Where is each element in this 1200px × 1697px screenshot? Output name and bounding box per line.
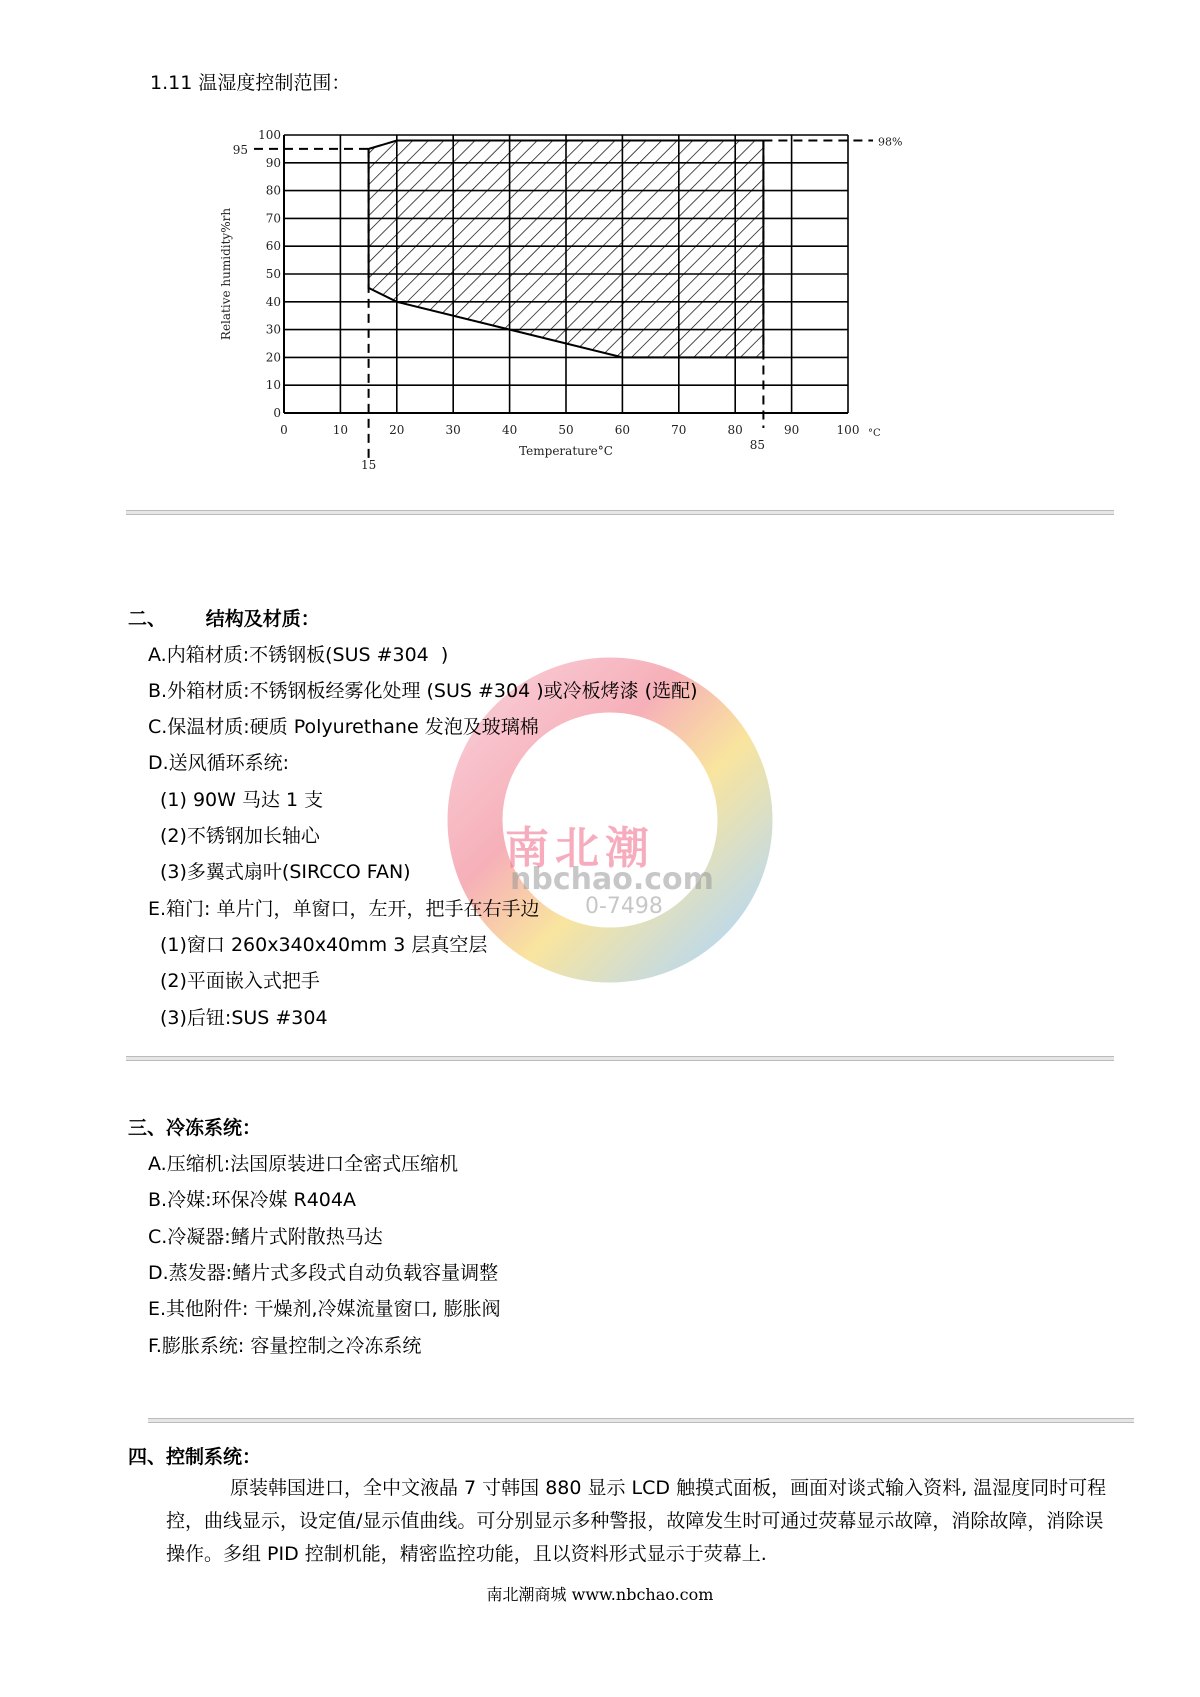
x-tick-label: 0 bbox=[280, 423, 288, 437]
divider bbox=[126, 1056, 1114, 1061]
list-item: D.蒸发器:鳍片式多段式自动负载容量调整 bbox=[148, 1262, 499, 1284]
section-4-title: 四、控制系统： bbox=[128, 1446, 262, 1468]
y-axis-label: Relative humidity%rh bbox=[219, 207, 233, 341]
y-tick-label: 0 bbox=[273, 406, 281, 420]
list-item: B.外箱材质:不锈钢板经雾化处理 (SUS #304 )或冷板烤漆 (选配) bbox=[148, 680, 698, 702]
x-unit-label: °C bbox=[868, 428, 881, 439]
list-item: (1)窗口 260x340x40mm 3 层真空层 bbox=[160, 934, 488, 956]
x-axis-label: Temperature°C bbox=[519, 444, 613, 458]
list-item: E.其他附件: 干燥剂,冷媒流量窗口, 膨胀阀 bbox=[148, 1298, 501, 1320]
list-item: F.膨胀系统: 容量控制之冷冻系统 bbox=[148, 1335, 422, 1357]
annotation-85: 85 bbox=[749, 438, 766, 452]
y-tick-label: 10 bbox=[265, 378, 281, 393]
annotation-98: 98% bbox=[878, 135, 903, 149]
y-tick-label: 20 bbox=[265, 350, 281, 365]
list-item: (2)不锈钢加长轴心 bbox=[160, 825, 320, 847]
list-item: A.内箱材质:不锈钢板(SUS #304 ) bbox=[148, 644, 449, 666]
y-tick-label: 90 bbox=[265, 155, 281, 170]
list-item: B.冷媒:环保冷媒 R404A bbox=[148, 1189, 356, 1211]
section-2-title: 二、 结构及材质： bbox=[128, 608, 320, 630]
y-tick-label: 70 bbox=[265, 211, 281, 226]
annotation-15: 15 bbox=[360, 458, 377, 472]
y-tick-label: 80 bbox=[265, 183, 281, 198]
footer: 南北潮商城 www.nbchao.com bbox=[486, 1585, 714, 1604]
divider bbox=[148, 1418, 1134, 1423]
y-tick-label: 40 bbox=[265, 294, 281, 309]
x-tick-label: 60 bbox=[614, 423, 631, 437]
y-tick-label: 30 bbox=[265, 322, 281, 337]
list-item: (1) 90W 马达 1 支 bbox=[160, 789, 324, 811]
x-tick-label: 20 bbox=[389, 423, 405, 437]
x-tick-label: 70 bbox=[671, 423, 687, 437]
humidity-temperature-chart bbox=[215, 120, 915, 480]
annotation-95: 95 bbox=[232, 142, 248, 157]
x-tick-label: 30 bbox=[445, 423, 461, 437]
list-item: E.箱门: 单片门，单窗口，左开，把手在右手边 bbox=[148, 898, 540, 920]
x-tick-label: 90 bbox=[783, 423, 800, 437]
x-tick-label: 50 bbox=[558, 423, 574, 437]
y-tick-label: 100 bbox=[258, 128, 281, 142]
list-item: D.送风循环系统: bbox=[148, 752, 290, 774]
section-3-title: 三、冷冻系统： bbox=[128, 1117, 262, 1139]
x-tick-label: 100 bbox=[836, 423, 860, 437]
list-item: (2)平面嵌入式把手 bbox=[160, 970, 320, 992]
y-tick-label: 60 bbox=[265, 239, 281, 254]
watermark-domain: nbchao.com bbox=[510, 862, 714, 897]
watermark-brand: 南北潮 bbox=[505, 823, 655, 874]
y-tick-label: 50 bbox=[265, 267, 281, 281]
section-4-body: 原装韩国进口，全中文液晶 7 寸韩国 880 显示 LCD 触摸式面板，画面对谈式输入资料, 温湿度同时可程控，曲线显示，设定值/显示值曲线。可分别显示多种警报，故障发生时可通过荧幕显示故障，消除故障，消除误操作。多组 PID 控制机能，精密监控功能，且以资料形式显示于荧幕上. bbox=[166, 1477, 1107, 1565]
x-tick-label: 10 bbox=[332, 423, 349, 437]
list-item: C.保温材质:硬质 Polyurethane 发泡及玻璃棉 bbox=[148, 716, 539, 738]
watermark-phone: 0-7498 bbox=[585, 894, 663, 919]
list-item: C.冷凝器:鳍片式附散热马达 bbox=[148, 1226, 383, 1248]
section-1-title: 1.11 温湿度控制范围： bbox=[150, 72, 351, 94]
x-tick-label: 80 bbox=[727, 423, 743, 437]
list-item: (3)后钮:SUS #304 bbox=[160, 1007, 328, 1029]
list-item: A.压缩机:法国原装进口全密式压缩机 bbox=[148, 1153, 459, 1175]
list-item: (3)多翼式扇叶(SIRCCO FAN) bbox=[160, 861, 411, 883]
x-tick-label: 40 bbox=[501, 423, 518, 437]
divider bbox=[126, 510, 1114, 515]
